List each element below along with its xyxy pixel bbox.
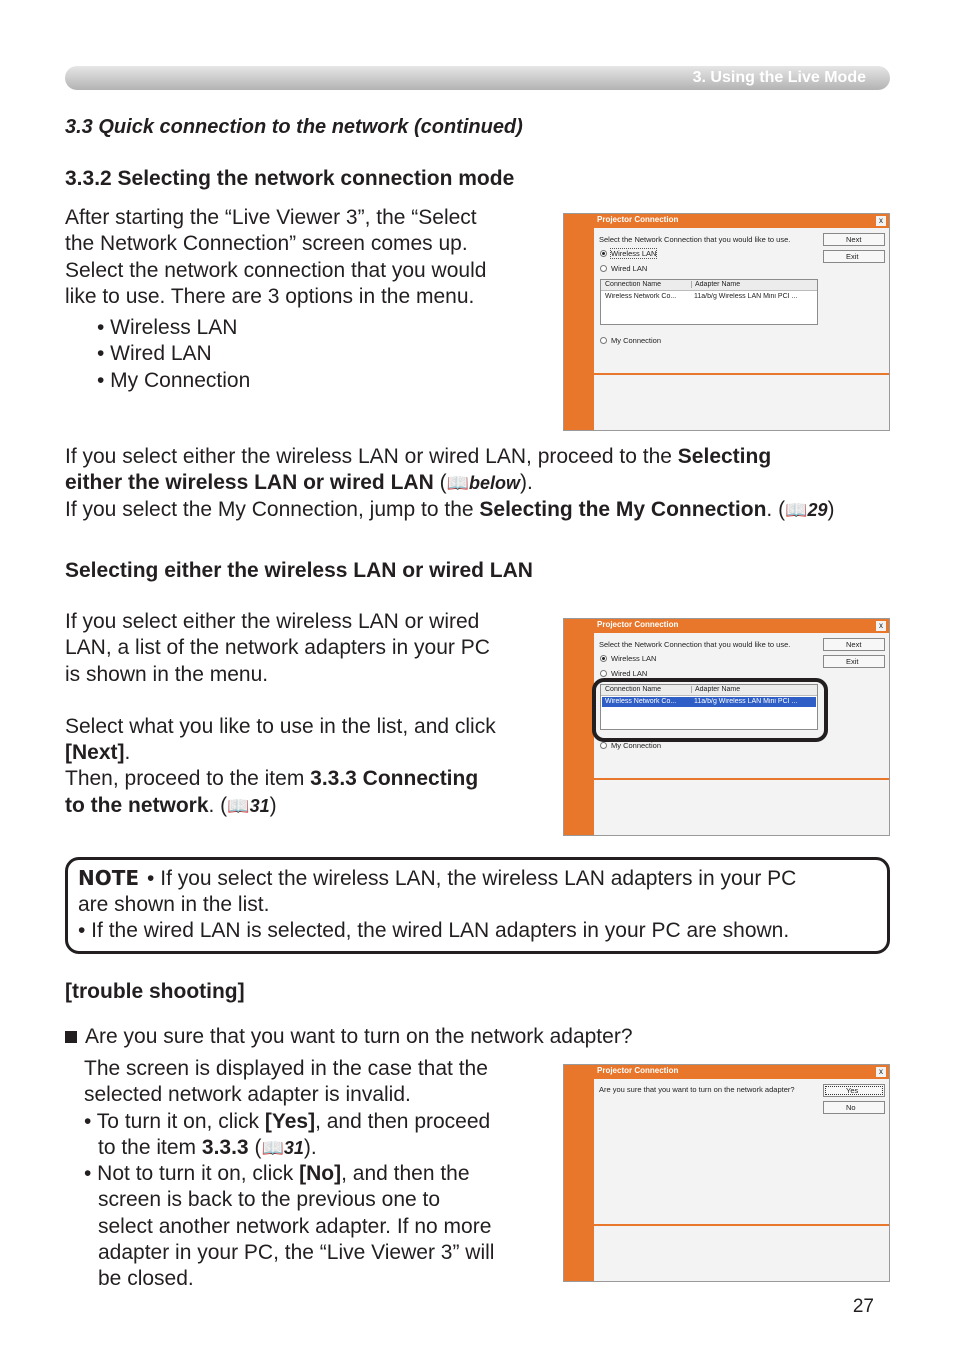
list-item: • Wired LAN xyxy=(97,342,212,366)
dialog-confirm-adapter xyxy=(563,1064,890,1282)
close-icon[interactable]: x xyxy=(876,621,886,631)
note-text: NOTE • If you select the wireless LAN, the wireless LAN adapters in your PC are shown in the list. • If the wired LAN is selected, the wired LAN adapters in your PC are shown. xyxy=(78,866,797,942)
radio-my-connection[interactable]: My Connection xyxy=(600,336,661,345)
exit-button[interactable]: Exit xyxy=(823,655,885,668)
dialog-footer xyxy=(564,373,889,430)
intro-line: After starting the “Live Viewer 3”, the “Select xyxy=(65,206,477,229)
intro-line: Select the network connection that you would xyxy=(65,258,487,282)
radio-wireless-lan[interactable]: Wireless LAN xyxy=(600,654,656,663)
close-icon[interactable]: x xyxy=(876,216,886,226)
row-connection-name: Wireless Network Co... xyxy=(605,698,677,705)
dialog-titlebar xyxy=(564,214,889,228)
dialog-footer xyxy=(564,778,889,835)
trouble-description: The screen is displayed in the case that the selected network adapter is invalid. • To turn it on, click [Yes], and then proceed to the item 3.3.3 (📖31). • Not to turn it on, click [No], and then the screen is back to the previous one to select another network adapter. If no more adapter in your PC, the “Live Viewer 3” will be closed. xyxy=(84,1057,495,1291)
radio-off-icon xyxy=(600,670,607,677)
list-header xyxy=(601,280,817,291)
book-icon: 📖 xyxy=(785,499,808,520)
next-button[interactable]: Next xyxy=(823,233,885,246)
proceed-paragraph: If you select either the wireless LAN or wired LAN, proceed to the Selecting either the wireless LAN or wired LAN (📖below). If you select the My Connection, jump to the Selecting the My Connection. (📖29) xyxy=(65,444,895,523)
column-connection-name: Connection Name xyxy=(605,281,662,288)
square-bullet-icon xyxy=(65,1031,77,1043)
header-bar xyxy=(65,66,890,90)
radio-on-icon xyxy=(600,250,607,257)
table-row[interactable] xyxy=(602,292,816,302)
list-item: • Wireless LAN xyxy=(97,316,238,339)
section-continued-title: 3.3 Quick connection to the network (continued) xyxy=(65,116,523,138)
intro-paragraph xyxy=(65,205,486,310)
radio-my-connection[interactable]: My Connection xyxy=(600,741,661,750)
dialog-prompt: Select the Network Connection that you would like to use. xyxy=(599,640,791,649)
exit-button[interactable]: Exit xyxy=(823,250,885,263)
close-icon[interactable]: x xyxy=(876,1067,886,1077)
header-section-label: 3. Using the Live Mode xyxy=(692,69,866,86)
dialog-footer xyxy=(564,1224,889,1281)
dialog-title: Projector Connection xyxy=(597,1066,679,1075)
radio-off-icon xyxy=(600,337,607,344)
radio-off-icon xyxy=(600,742,607,749)
adapter-list[interactable] xyxy=(600,279,818,325)
no-button[interactable]: No xyxy=(823,1101,885,1114)
row-adapter-name: 11a/b/g Wireless LAN Mini PCI ... xyxy=(694,293,798,300)
radio-wireless-lan[interactable]: Wireless LAN xyxy=(600,249,656,258)
dialog-confirm-prompt: Are you sure that you want to turn on the network adapter? xyxy=(599,1085,795,1094)
note-label: NOTE xyxy=(78,866,140,890)
list-item: • My Connection xyxy=(97,368,251,392)
dialog-titlebar xyxy=(564,1065,889,1079)
dialog-titlebar xyxy=(564,619,889,633)
dialog-title: Projector Connection xyxy=(597,620,679,629)
book-icon: 📖 xyxy=(446,473,470,494)
subsection-title: Selecting either the wireless LAN or wired LAN xyxy=(65,559,533,582)
book-icon: 📖 xyxy=(261,1137,284,1158)
radio-off-icon xyxy=(600,265,607,272)
trouble-heading: [trouble shooting] xyxy=(65,980,245,1003)
book-icon: 📖 xyxy=(227,795,250,816)
row-connection-name: Wireless Network Co... xyxy=(605,293,677,300)
intro-line: the Network Connection” screen comes up. xyxy=(65,232,468,256)
row-adapter-name: 11a/b/g Wireless LAN Mini PCI ... xyxy=(694,698,798,705)
page-reference[interactable]: 31 xyxy=(249,795,270,816)
page-reference[interactable]: below xyxy=(469,473,521,494)
next-button[interactable]: Next xyxy=(823,638,885,651)
column-adapter-name: Adapter Name xyxy=(691,281,811,288)
page-reference[interactable]: 31 xyxy=(283,1137,304,1158)
page-number: 27 xyxy=(852,1296,874,1317)
radio-on-icon xyxy=(600,655,607,662)
yes-button[interactable]: Yes xyxy=(823,1084,885,1097)
radio-wired-lan[interactable]: Wired LAN xyxy=(600,669,647,678)
section-title: 3.3.2 Selecting the network connection mode xyxy=(65,167,515,190)
option-list xyxy=(97,315,250,394)
trouble-question: Are you sure that you want to turn on the network adapter? xyxy=(65,1024,633,1050)
dialog-select-connection-1 xyxy=(563,213,890,431)
page-reference[interactable]: 29 xyxy=(807,499,828,520)
column-adapter-name: Adapter Name xyxy=(691,686,811,693)
column-connection-name: Connection Name xyxy=(605,686,662,693)
subsection-paragraph: If you select either the wireless LAN or wired LAN, a list of the network adapters in your PC is shown in the menu. Select what you like to use in the list, and click [Next]. Then, proceed to the item 3.3.3 Connecting to the network. (📖31) xyxy=(65,609,545,819)
list-highlight-frame xyxy=(592,678,828,742)
dialog-title: Projector Connection xyxy=(597,215,679,224)
radio-wired-lan[interactable]: Wired LAN xyxy=(600,264,647,273)
dialog-prompt: Select the Network Connection that you would like to use. xyxy=(599,235,791,244)
intro-line: like to use. There are 3 options in the menu. xyxy=(65,284,475,308)
